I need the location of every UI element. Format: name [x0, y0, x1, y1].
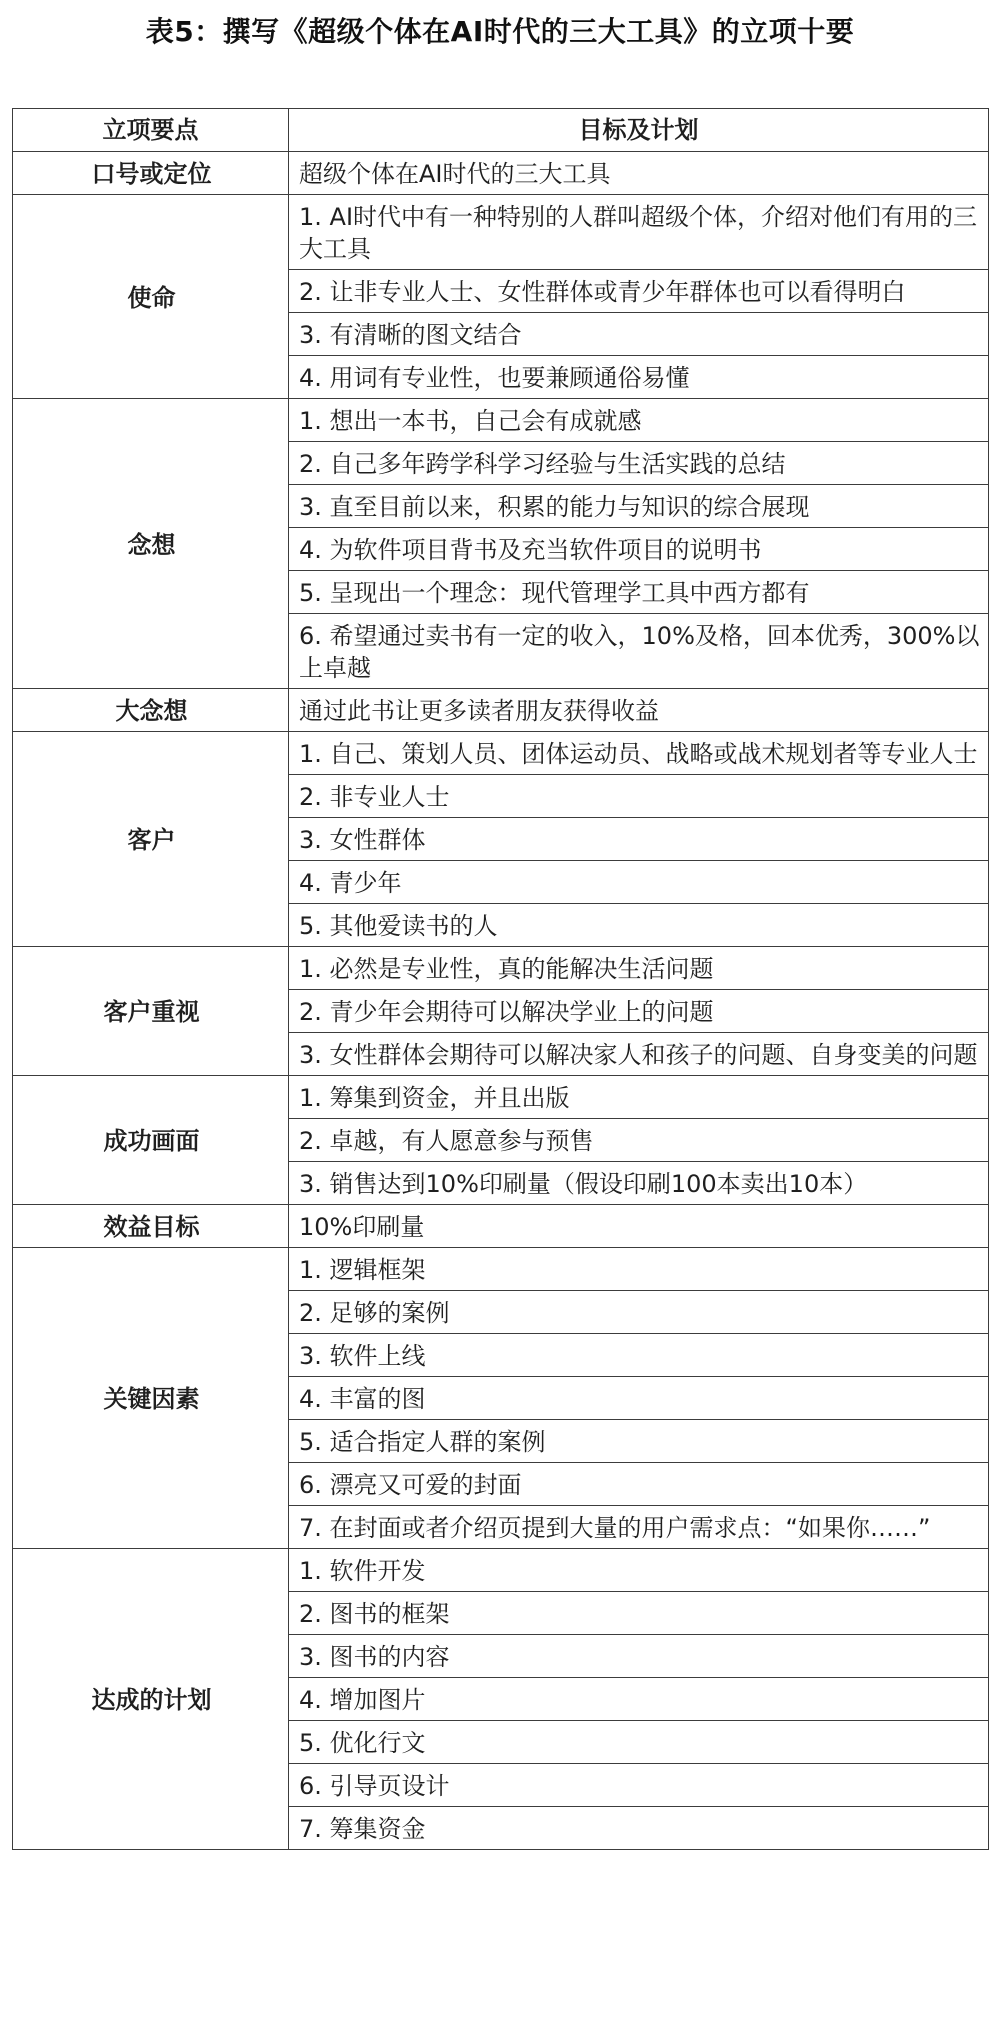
plan-item-cell: 2. 足够的案例 [289, 1291, 989, 1334]
plan-item-cell: 10%印刷量 [289, 1205, 989, 1248]
plan-item-cell: 5. 适合指定人群的案例 [289, 1420, 989, 1463]
plan-item-cell: 5. 优化行文 [289, 1721, 989, 1764]
plan-item-cell: 1. 逻辑框架 [289, 1248, 989, 1291]
table-row [13, 1205, 989, 1248]
plan-item-cell: 6. 希望通过卖书有一定的收入，10%及格，回本优秀，300%以上卓越 [289, 614, 989, 689]
table-row [13, 399, 989, 442]
plan-item-cell: 1. 必然是专业性，真的能解决生活问题 [289, 947, 989, 990]
key-point-cell: 达成的计划 [13, 1549, 289, 1850]
plan-item-cell: 2. 青少年会期待可以解决学业上的问题 [289, 990, 989, 1033]
table-row [13, 732, 989, 775]
plan-item-cell: 4. 丰富的图 [289, 1377, 989, 1420]
plan-item-cell: 3. 软件上线 [289, 1334, 989, 1377]
plan-item-cell: 5. 呈现出一个理念：现代管理学工具中西方都有 [289, 571, 989, 614]
plan-item-cell: 3. 女性群体 [289, 818, 989, 861]
plan-item-cell: 5. 其他爱读书的人 [289, 904, 989, 947]
plan-item-cell: 2. 卓越，有人愿意参与预售 [289, 1119, 989, 1162]
plan-item-cell: 1. 想出一本书，自己会有成就感 [289, 399, 989, 442]
plan-item-cell: 2. 非专业人士 [289, 775, 989, 818]
table-row [13, 1549, 989, 1592]
table-header [13, 109, 989, 152]
plan-item-cell: 1. 自己、策划人员、团体运动员、战略或战术规划者等专业人士 [289, 732, 989, 775]
plan-item-cell: 1. AI时代中有一种特别的人群叫超级个体，介绍对他们有用的三大工具 [289, 195, 989, 270]
page-title: 表5：撰写《超级个体在AI时代的三大工具》的立项十要 [145, 15, 855, 48]
key-point-cell: 大念想 [13, 689, 289, 732]
key-point-cell: 念想 [13, 399, 289, 689]
plan-item-cell: 2. 图书的框架 [289, 1592, 989, 1635]
plan-item-cell: 3. 有清晰的图文结合 [289, 313, 989, 356]
plan-item-cell: 1. 软件开发 [289, 1549, 989, 1592]
table-row [13, 689, 989, 732]
plan-item-cell: 3. 直至目前以来，积累的能力与知识的综合展现 [289, 485, 989, 528]
key-point-cell: 关键因素 [13, 1248, 289, 1549]
plan-item-cell: 2. 自己多年跨学科学习经验与生活实践的总结 [289, 442, 989, 485]
key-point-cell: 客户重视 [13, 947, 289, 1076]
plan-item-cell: 通过此书让更多读者朋友获得收益 [289, 689, 989, 732]
plan-item-cell: 3. 女性群体会期待可以解决家人和孩子的问题、自身变美的问题 [289, 1033, 989, 1076]
header-key-points: 立项要点 [13, 109, 289, 152]
header-goals-and-plans: 目标及计划 [289, 109, 989, 152]
plan-item-cell: 3. 销售达到10%印刷量（假设印刷100本卖出10本） [289, 1162, 989, 1205]
table-row [13, 152, 989, 195]
key-point-cell: 效益目标 [13, 1205, 289, 1248]
table-row [13, 1248, 989, 1291]
key-point-cell: 使命 [13, 195, 289, 399]
key-point-cell: 客户 [13, 732, 289, 947]
key-point-cell: 口号或定位 [13, 152, 289, 195]
table-row [13, 195, 989, 270]
plan-item-cell: 6. 漂亮又可爱的封面 [289, 1463, 989, 1506]
plan-item-cell: 超级个体在AI时代的三大工具 [289, 152, 989, 195]
plan-item-cell: 2. 让非专业人士、女性群体或青少年群体也可以看得明白 [289, 270, 989, 313]
plan-item-cell: 7. 筹集资金 [289, 1807, 989, 1850]
plan-item-cell: 4. 增加图片 [289, 1678, 989, 1721]
plan-item-cell: 6. 引导页设计 [289, 1764, 989, 1807]
table-row [13, 1076, 989, 1119]
plan-item-cell: 3. 图书的内容 [289, 1635, 989, 1678]
project-ten-points-table [12, 108, 989, 1850]
key-point-cell: 成功画面 [13, 1076, 289, 1205]
header-row [13, 109, 989, 152]
table-row [13, 947, 989, 990]
plan-item-cell: 4. 用词有专业性，也要兼顾通俗易懂 [289, 356, 989, 399]
table-body [13, 152, 989, 1850]
plan-item-cell: 7. 在封面或者介绍页提到大量的用户需求点：“如果你……” [289, 1506, 989, 1549]
plan-item-cell: 1. 筹集到资金，并且出版 [289, 1076, 989, 1119]
plan-item-cell: 4. 青少年 [289, 861, 989, 904]
plan-item-cell: 4. 为软件项目背书及充当软件项目的说明书 [289, 528, 989, 571]
